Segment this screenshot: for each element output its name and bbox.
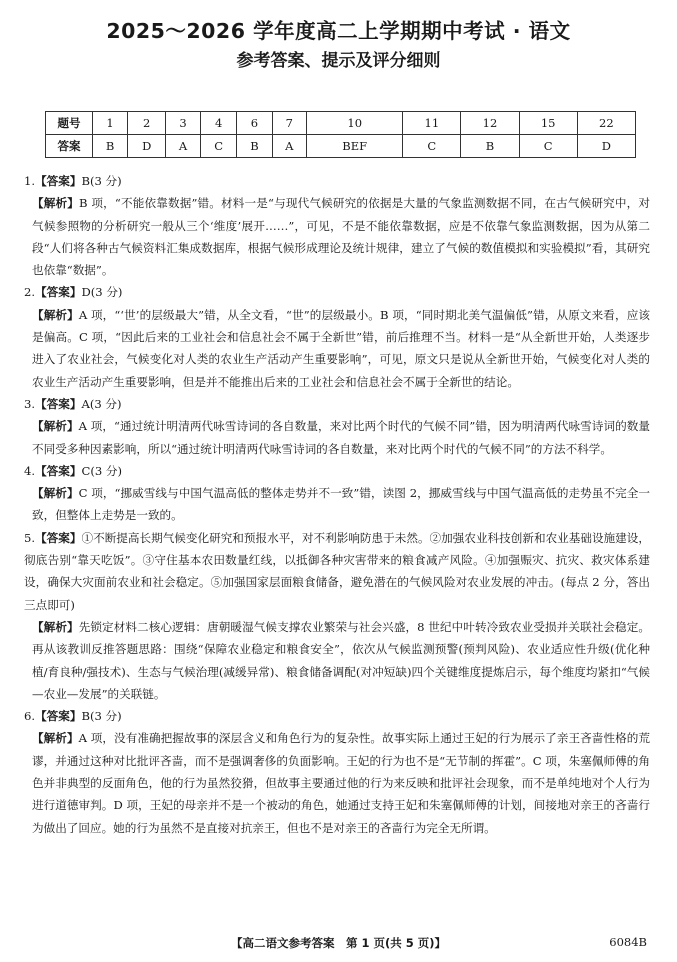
question-number-cell: 11 [403, 112, 461, 135]
answer-cell: C [403, 135, 461, 158]
page-subtitle: 参考答案、提示及评分细则 [236, 51, 441, 71]
analysis-text: A 项，没有准确把握故事的深层含义和角色行为的复杂性。故事实际上通过王妃的行为展示了亲王吝啬性格的荒谬，并通过这种对比批评吝啬，而不是强调奢侈的负面影响。王妃的行为也不是“无节制的挥霍”。C 项，朱塞佩师傅的角色并非典型的反面角色，他的行为虽然狡猾，但故事主要通过他的行为来反映和批评社会现象，而不是单纯地对个人行为进行道德审判。D 项，王妃的母亲并不是一个被动的角色，她通过支持王妃和朱塞佩师傅的计划，间接地对亲王的吝啬行为做出了回应。她的行为虽然不是直接对抗亲王，但也不是对亲王的吝啬行为完全无所谓。 [32, 731, 650, 835]
question-number: 3. [24, 396, 36, 411]
question-block-6 [24, 705, 650, 839]
analysis-text: A 项，“‘世’的层级最大”错，从全文看，“世”的层级最小。B 项，“同时期北美气温偏低”错，从原文来看，应该是偏高。C 项，“因此后来的工业社会和信息社会不属于全新世”错，前后推理不当。材料一是“从全新世开始，人类逐步进入了农业社会，气候变化对人类的农业生产活动产生重要影响”，可见，原文只是说从全新世开始，气候变化对人类的农业生产活动产生重要影响，但是并不能推出后来的工业社会和信息社会不属于全新世的结论。 [32, 307, 650, 389]
analysis-text: B 项，“不能依靠数据”错。材料一是“与现代气候研究的依据是大量的气象监测数据不同，在古气候研究中，对气候参照物的分析研究一般从三个‘维度’展开……”，可见，不是不能依靠数据，应是不依靠气象监测数据，因为从第二段“人们将各种古气候资料汇集成数据库，根据气候形成理论及统计规律，建立了气候的数值模拟和实验模拟”看，其研究也依靠“数据”。 [32, 196, 650, 278]
answer-line [24, 281, 650, 303]
answer-text: B(3 分) [81, 174, 122, 188]
answer-cell: D [128, 135, 166, 158]
analysis-text: C 项，“挪威雪线与中国气温高低的整体走势并不一致”错，读图 2，挪威雪线与中国气温高低的走势虽不完全一致，但整体上走势是一致的。 [32, 486, 650, 523]
question-number-cell: 22 [577, 112, 635, 135]
answer-tag: 【答案】 [35, 709, 82, 724]
number-row-label: 题号 [46, 112, 93, 135]
answer-explanations [24, 170, 650, 839]
analysis-tag: 【解析】 [32, 619, 79, 634]
answer-cell: B [461, 135, 519, 158]
question-number-cell: 15 [519, 112, 577, 135]
footer-doc-code: 6084B [609, 935, 647, 949]
question-number-cell: 2 [128, 112, 166, 135]
answer-cell: C [200, 135, 237, 158]
analysis-tag: 【解析】 [32, 419, 79, 434]
question-number: 5. [24, 530, 36, 545]
analysis-tag: 【解析】 [32, 196, 80, 211]
answer-line [24, 170, 650, 192]
question-number-cell: 1 [93, 112, 128, 135]
question-block-4 [24, 460, 650, 527]
question-number-cell: 6 [237, 112, 272, 135]
answer-tag: 【答案】 [35, 285, 82, 300]
question-number-cell: 3 [166, 112, 201, 135]
answer-table [45, 111, 636, 158]
analysis-paragraph [32, 727, 650, 838]
question-block-5 [24, 527, 650, 705]
answer-cell: C [519, 135, 577, 158]
footer-page-info: 【高二语文参考答案 第 1 页(共 5 页)】 [230, 936, 447, 950]
analysis-text: 先锁定材料二核心逻辑：唐朝暖湿气候支撑农业繁荣与社会兴盛，8 世纪中叶转冷致农业受损并关联社会稳定。再从该教训反推答题思路：围绕“保障农业稳定和粮食安全”，依次从气候监测预警(预判风险)、农业适应性升级(优化种植/育良种/强技术)、生态与气候治理(减缓异常)、粮食储备调配(对冲短缺)四个关键维度提炼启示，每个维度均紧扣“气候—农业—发展”的关联链。 [32, 619, 650, 701]
question-number: 4. [24, 463, 36, 478]
answer-line [24, 705, 650, 727]
answer-tag: 【答案】 [35, 396, 82, 411]
answer-text: D(3 分) [81, 285, 123, 300]
answer-table-number-row [46, 112, 636, 135]
answer-text: A(3 分) [81, 396, 122, 411]
question-number: 6. [24, 709, 36, 724]
question-number: 2. [24, 285, 36, 300]
answer-text: B(3 分) [81, 709, 122, 724]
answer-cell: B [237, 135, 272, 158]
answer-line [24, 460, 650, 482]
answer-table-answer-row [46, 135, 636, 158]
page-title: 2025～2026 学年度高二上学期期中考试 · 语文 [106, 19, 571, 43]
answer-cell: A [166, 135, 201, 158]
analysis-tag: 【解析】 [32, 486, 79, 501]
answer-cell: BEF [307, 135, 403, 158]
answer-tag: 【答案】 [35, 174, 82, 188]
question-number-cell: 4 [200, 112, 237, 135]
answer-text: ①不断提高长期气候变化研究和预报水平，对不利影响防患于未然。②加强农业科技创新和农业基础设施建设，彻底告别“靠天吃饭”。③守住基本农田数量红线，以抵御各种灾害带来的粮食减产风险。④加强赈灾、抗灾、救灾体系建设，确保大灾面前农业和社会稳定。⑤加强国家层面粮食储备，避免潜在的气候风险对农业发展的冲击。(每点 2 分，答出三点即可) [24, 530, 650, 612]
answer-cell: D [577, 135, 635, 158]
analysis-text: A 项，“通过统计明清两代咏雪诗词的各自数量，来对比两个时代的气候不同”错，因为明清两代咏雪诗词的数量不同受多种因素影响，所以“通过统计明清两代咏雪诗词的各自数量，来对比两个时代的气候不同”的方法不科学。 [32, 419, 650, 456]
answer-cell: A [272, 135, 307, 158]
answer-line [24, 393, 650, 415]
analysis-paragraph [32, 415, 650, 460]
question-number: 1. [24, 174, 36, 188]
analysis-tag: 【解析】 [32, 307, 79, 322]
analysis-tag: 【解析】 [32, 731, 79, 746]
analysis-paragraph [32, 192, 650, 281]
analysis-paragraph [32, 304, 650, 393]
answer-cell: B [93, 135, 128, 158]
answer-tag: 【答案】 [35, 463, 82, 478]
question-block-2 [24, 281, 650, 392]
question-number-cell: 12 [461, 112, 519, 135]
answer-text: C(3 分) [81, 463, 123, 478]
question-number-cell: 10 [307, 112, 403, 135]
question-number-cell: 7 [272, 112, 307, 135]
analysis-paragraph [32, 482, 650, 527]
analysis-paragraph [32, 616, 650, 705]
answer-tag: 【答案】 [35, 530, 82, 545]
question-block-3 [24, 393, 650, 460]
answer-line [24, 527, 650, 616]
question-block-1 [24, 170, 650, 281]
answer-row-label: 答案 [46, 135, 93, 158]
